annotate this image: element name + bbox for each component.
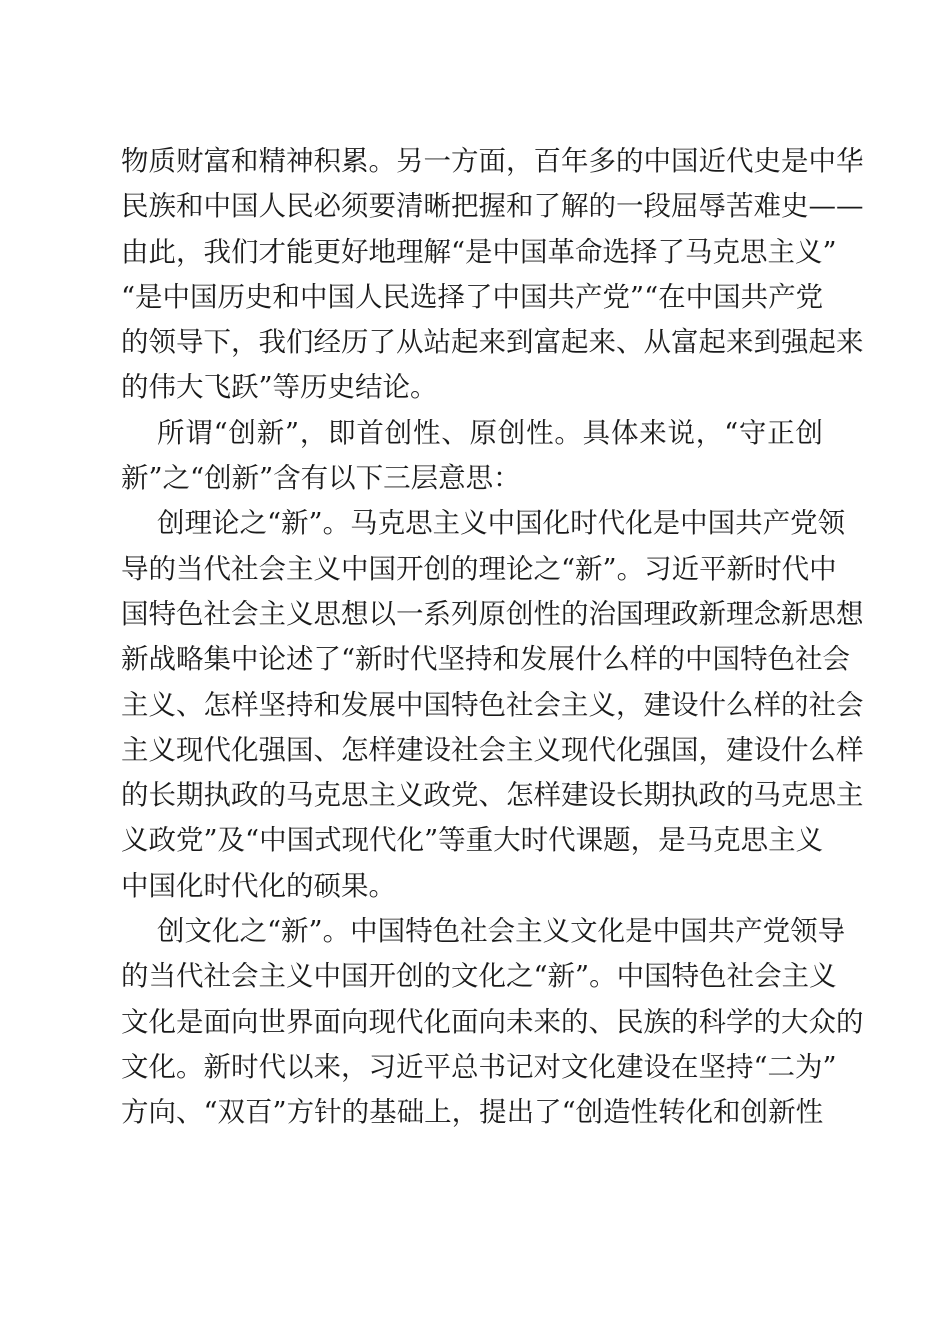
text-line: 导的当代社会主义中国开创的理论之“新”。习近平新时代中 xyxy=(121,552,837,585)
text-line: 中国化时代化的硕果。 xyxy=(121,869,396,902)
text-line: 民族和中国人民必须要清晰把握和了解的一段屈辱苦难史—— xyxy=(121,190,864,223)
text-line: 的伟大飞跃”等历史结论。 xyxy=(121,371,438,404)
text-line: 创理论之“新”。马克思主义中国化时代化是中国共产党领 xyxy=(157,507,846,540)
text-line: 新战略集中论述了“新时代坚持和发展什么样的中国特色社会 xyxy=(121,643,851,676)
text-line: 所谓“创新”，即首创性、原创性。具体来说，“守正创 xyxy=(157,416,823,449)
text-line: 义政党”及“中国式现代化”等重大时代课题，是马克思主义 xyxy=(121,824,824,857)
text-line: 主义、怎样坚持和发展中国特色社会主义，建设什么样的社会 xyxy=(121,688,864,721)
text-line: 创文化之“新”。中国特色社会主义文化是中国共产党领导 xyxy=(157,915,846,948)
text-line: 的当代社会主义中国开创的文化之“新”。中国特色社会主义 xyxy=(121,960,837,993)
text-line: 物质财富和精神积累。另一方面，百年多的中国近代史是中华 xyxy=(121,145,864,177)
text-line: 文化。新时代以来，习近平总书记对文化建设在坚持“二为” xyxy=(121,1050,837,1083)
text-line: 方向、“双百”方针的基础上，提出了“创造性转化和创新性 xyxy=(121,1096,824,1129)
document-body xyxy=(121,139,864,1136)
text-line: 国特色社会主义思想以一系列原创性的治国理政新理念新思想 xyxy=(121,597,864,630)
text-line: 主义现代化强国、怎样建设社会主义现代化强国，建设什么样 xyxy=(121,733,864,766)
text-line: 文化是面向世界面向现代化面向未来的、民族的科学的大众的 xyxy=(121,1005,864,1038)
text-line: 的领导下，我们经历了从站起来到富起来、从富起来到强起来 xyxy=(121,326,864,359)
text-line: “是中国历史和中国人民选择了中国共产党”“在中国共产党 xyxy=(121,280,824,313)
text-line: 的长期执政的马克思主义政党、怎样建设长期执政的马克思主 xyxy=(121,779,864,812)
text-line: 由此，我们才能更好地理解“是中国革命选择了马克思主义” xyxy=(121,235,837,268)
text-line: 新”之“创新”含有以下三层意思： xyxy=(121,462,521,495)
